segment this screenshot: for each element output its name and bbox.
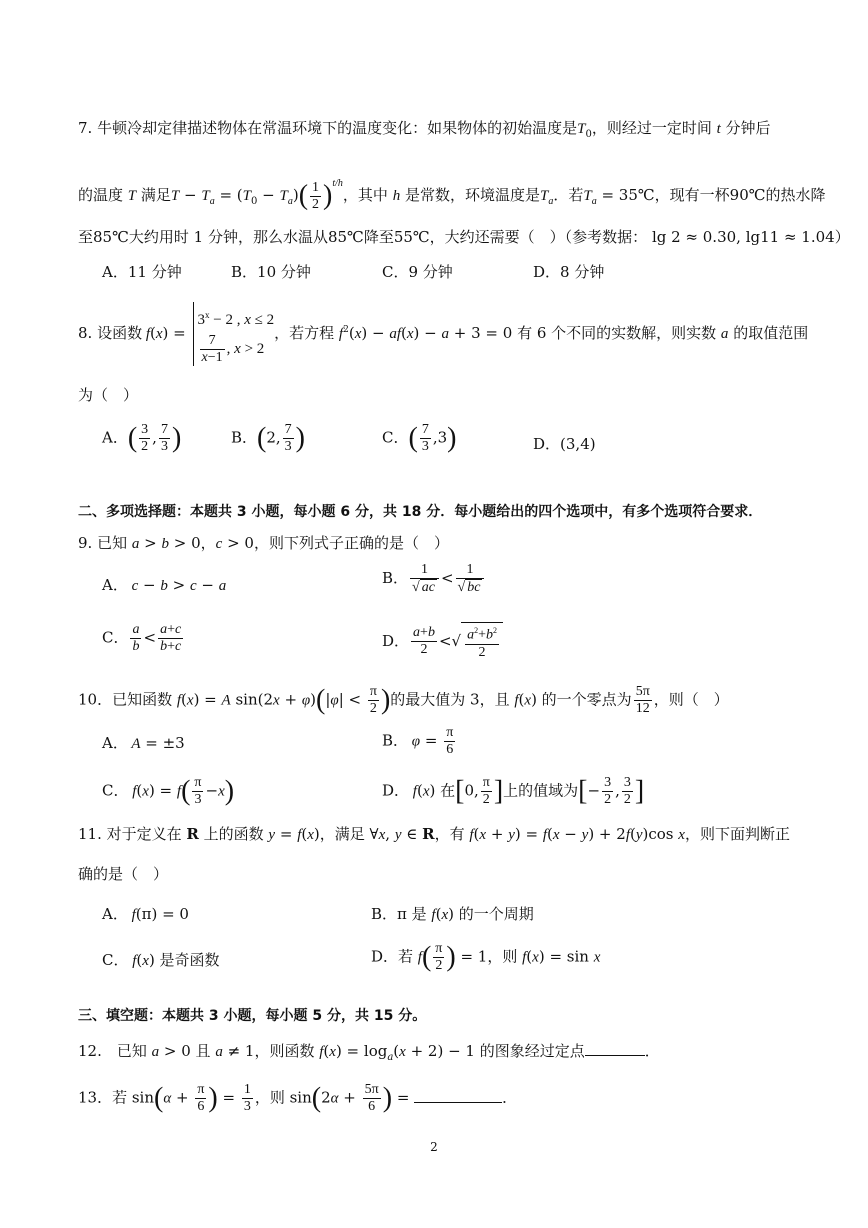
q10-option-d[interactable]: D． f(x) 在[0, $\frac{\pi}{2}$ ]上的值域为[− $\frac{3}{2}$ , $\frac{3}{2}$ ]: [382, 775, 645, 807]
q8-option-d[interactable]: D．(3,4): [533, 435, 596, 453]
q13: 13．若 sin(α + $\frac{\pi}{6}$ ) = $\frac{1}{3}$ ，则 sin(2α + $\frac{5\pi}{6}$ ) = ．: [78, 1082, 518, 1114]
q7-option-a[interactable]: A．11 分钟: [102, 263, 182, 281]
q7-line2: 的温度 T 满足$T - T_a = (T_0 - T_a)$( $\frac{1}{2}$ )$^{t/h}$，其中 h 是常数，环境温度是$T_a$．若$T_a$ = 35℃，现有一杯90℃的热水降: [78, 178, 826, 212]
q10-option-c[interactable]: C． f(x) = f( $\frac{\pi}{3}$ −x): [102, 775, 235, 807]
q8-prefix: 8. 设函数: [78, 324, 143, 342]
q10-stem: 10．已知函数 f(x) = A sin(2x + φ)(|φ| < $\frac{\pi}{2}$ )的最大值为 3，且 f(x) 的一个零点为 $\frac{5\pi}{12}$ ，则（ ）: [78, 684, 729, 716]
q11-line1: 11. 对于定义在 R 上的函数 y = f(x)，满足 ∀x, y ∈ R，有 f(x + y) = f(x − y) + 2f(y)cos x，则下面判断正: [78, 825, 790, 843]
q7-line1: 7. 牛顿冷却定律描述物体在常温环境下的温度变化：如果物体的初始温度是$T_0$，则经过一定时间 t 分钟后: [78, 119, 771, 140]
q8-option-c[interactable]: C．( $\frac{7}{3}$ ,3): [382, 422, 457, 454]
q12-answer-blank[interactable]: [585, 1041, 645, 1056]
q13-answer-blank[interactable]: [414, 1088, 502, 1103]
q11-option-b[interactable]: B．π 是 f(x) 的一个周期: [371, 905, 534, 923]
q8-piece-2: $\frac{7}{x-1}$ , x > 2: [201, 333, 265, 365]
q8-piece-1: $3^x - 2$ , x ≤ 2: [197, 310, 275, 328]
q7-option-c[interactable]: C．9 分钟: [382, 263, 453, 281]
q11-line2: 确的是（ ）: [78, 865, 169, 883]
section3-heading: 三、填空题：本题共 3 小题，每小题 5 分，共 15 分。: [78, 1008, 427, 1024]
page-number: 2: [430, 1140, 438, 1154]
q11-option-c[interactable]: C． f(x) 是奇函数: [102, 951, 220, 969]
q8-line1: 8. 设函数 f(x) = $3^x - 2$ , x ≤ 2 $\frac{7}{x-1}$ , x > 2 ，若方程 $f^2(x) - af(x) - a + 3 = 0$ 有 6 个不同的实数解，则实数 a 的取值范围: [78, 300, 828, 366]
q9-stem: 9. 已知 a > b > 0，c > 0，则下列式子正确的是（ ）: [78, 534, 449, 552]
q8-option-a[interactable]: A．( $\frac{3}{2}$ , $\frac{7}{3}$ ): [102, 422, 182, 454]
q8-piecewise: [193, 302, 275, 366]
q9-option-a[interactable]: A． c − b > c − a: [102, 576, 227, 594]
q8-line2: 为（ ）: [78, 386, 139, 404]
q7-line3: 至85℃大约用时 1 分钟，那么水温从85℃降至55℃，大约还需要（ ）（参考数据： lg 2 ≈ 0.30, lg11 ≈ 1.04）: [78, 228, 850, 246]
q12: 12. 已知 a > 0 且 a ≠ 1，则函数 $f(x) = \log_a(x + 2) - 1$ 的图象经过定点 ．: [78, 1042, 660, 1063]
q9-option-b[interactable]: B． $\frac{1}{√ ac}$ < $\frac{1}{√ bc}$: [382, 562, 486, 596]
q8-option-b[interactable]: B．(2, $\frac{7}{3}$ ): [231, 422, 305, 454]
q9-option-c[interactable]: C． $\frac{a}{b}$ < $\frac{a+c}{b+c}$: [102, 622, 182, 654]
q10-option-a[interactable]: A． A = ±3: [102, 734, 185, 752]
q11-option-d[interactable]: D．若 f( $\frac{\pi}{2}$ ) = 1，则 f(x) = sin x: [371, 941, 601, 973]
q10-option-b[interactable]: B． φ = $\frac{\pi}{6}$: [382, 725, 454, 757]
q7-option-d[interactable]: D．8 分钟: [533, 263, 605, 281]
q9-option-d[interactable]: D． $\frac{a+b}{2}$ <√ $\frac{a^2+b^2}{2}$: [382, 622, 503, 661]
q11-option-a[interactable]: A． f(π) = 0: [102, 905, 189, 923]
q7-option-b[interactable]: B．10 分钟: [231, 263, 311, 281]
section2-heading: 二、多项选择题：本题共 3 小题，每小题 6 分，共 18 分．每小题给出的四个选项中，有多个选项符合要求．: [78, 504, 763, 520]
